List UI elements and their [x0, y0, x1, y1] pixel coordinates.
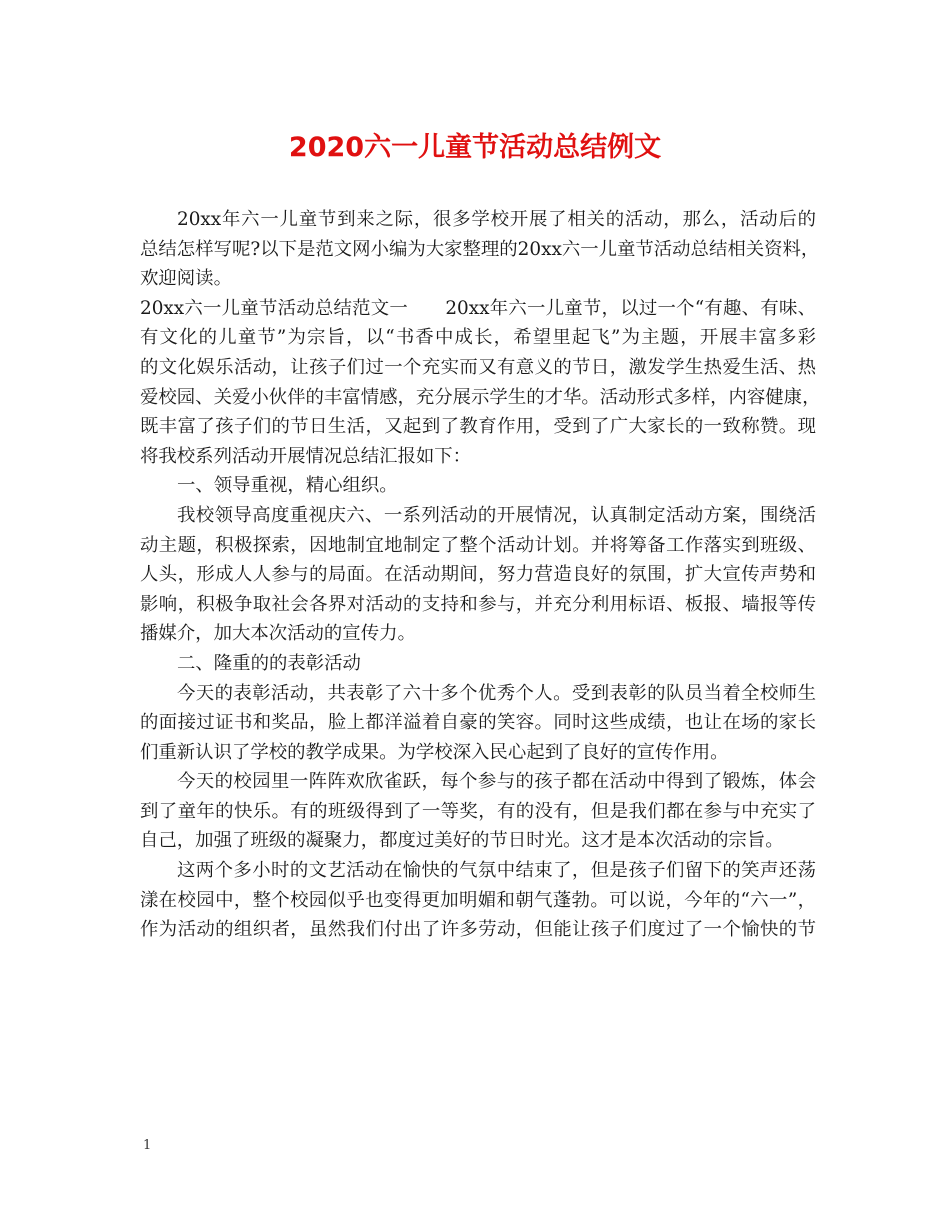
page-number: 1	[143, 1138, 152, 1153]
text-line: 漾在校园中，整个校园似乎也变得更加明媚和朝气蓬勃。可以说，今年的“六一”，	[140, 889, 816, 911]
text-line: 欢迎阅读。	[140, 268, 232, 290]
text-line: 到了童年的快乐。有的班级得到了一等奖，有的没有，但是我们都在参与中充实了	[140, 800, 816, 822]
text-line: 作为活动的组织者，虽然我们付出了许多劳动，但能让孩子们度过了一个愉快的节	[140, 919, 816, 941]
document-title: 2020六一儿童节活动总结例文	[288, 132, 662, 163]
text-line: 今天的校园里一阵阵欢欣雀跃，每个参与的孩子都在活动中得到了锻炼，体会	[177, 771, 816, 793]
section-heading: 二、隆重的的表彰活动	[177, 652, 361, 674]
text-line: 们重新认识了学校的教学成果。为学校深入民心起到了良好的宣传作用。	[140, 741, 729, 763]
text-line: 自己，加强了班级的凝聚力，都度过美好的节日时光。这才是本次活动的宗旨。	[140, 830, 784, 852]
text-line: 我校领导高度重视庆六、一系列活动的开展情况，认真制定活动方案，围绕活	[177, 504, 816, 526]
text-line: 有文化的儿童节”为宗旨，以“书香中成长，希望里起飞”为主题，开展丰富多彩	[140, 327, 816, 349]
text-line: 20xx六一儿童节活动总结范文一 20xx年六一儿童节，以过一个“有趣、有味、	[140, 297, 816, 319]
document-body	[140, 205, 821, 945]
text-line: 将我校系列活动开展情况总结汇报如下：	[140, 445, 472, 467]
section-heading: 一、领导重视，精心组织。	[177, 475, 398, 497]
text-line: 今天的表彰活动，共表彰了六十多个优秀个人。受到表彰的队员当着全校师生	[177, 682, 816, 704]
text-line: 播媒介，加大本次活动的宣传力。	[140, 623, 416, 645]
text-line: 爱校园、关爱小伙伴的丰富情感，充分展示学生的才华。活动形式多样，内容健康，	[140, 386, 821, 408]
text-line: 影响，积极争取社会各界对活动的支持和参与，并充分利用标语、板报、墙报等传	[140, 593, 816, 615]
text-line: 20xx年六一儿童节到来之际，很多学校开展了相关的活动，那么，活动后的	[177, 209, 816, 230]
text-line: 既丰富了孩子们的节日生活，又起到了教育作用，受到了广大家长的一致称赞。现	[140, 416, 816, 438]
text-line: 的面接过证书和奖品，脸上都洋溢着自豪的笑容。同时这些成绩，也让在场的家长	[140, 712, 816, 734]
text-line: 总结怎样写呢?以下是范文网小编为大家整理的20xx六一儿童节活动总结相关资料，	[140, 238, 820, 260]
text-line: 这两个多小时的文艺活动在愉快的气氛中结束了，但是孩子们留下的笑声还荡	[177, 860, 816, 882]
text-line: 的文化娱乐活动，让孩子们过一个充实而又有意义的节日，激发学生热爱生活、热	[140, 356, 816, 378]
text-line: 人头，形成人人参与的局面。在活动期间，努力营造良好的氛围，扩大宣传声势和	[140, 564, 816, 586]
text-line: 动主题，积极探索，因地制宜地制定了整个活动计划。并将筹备工作落实到班级、	[140, 534, 816, 556]
